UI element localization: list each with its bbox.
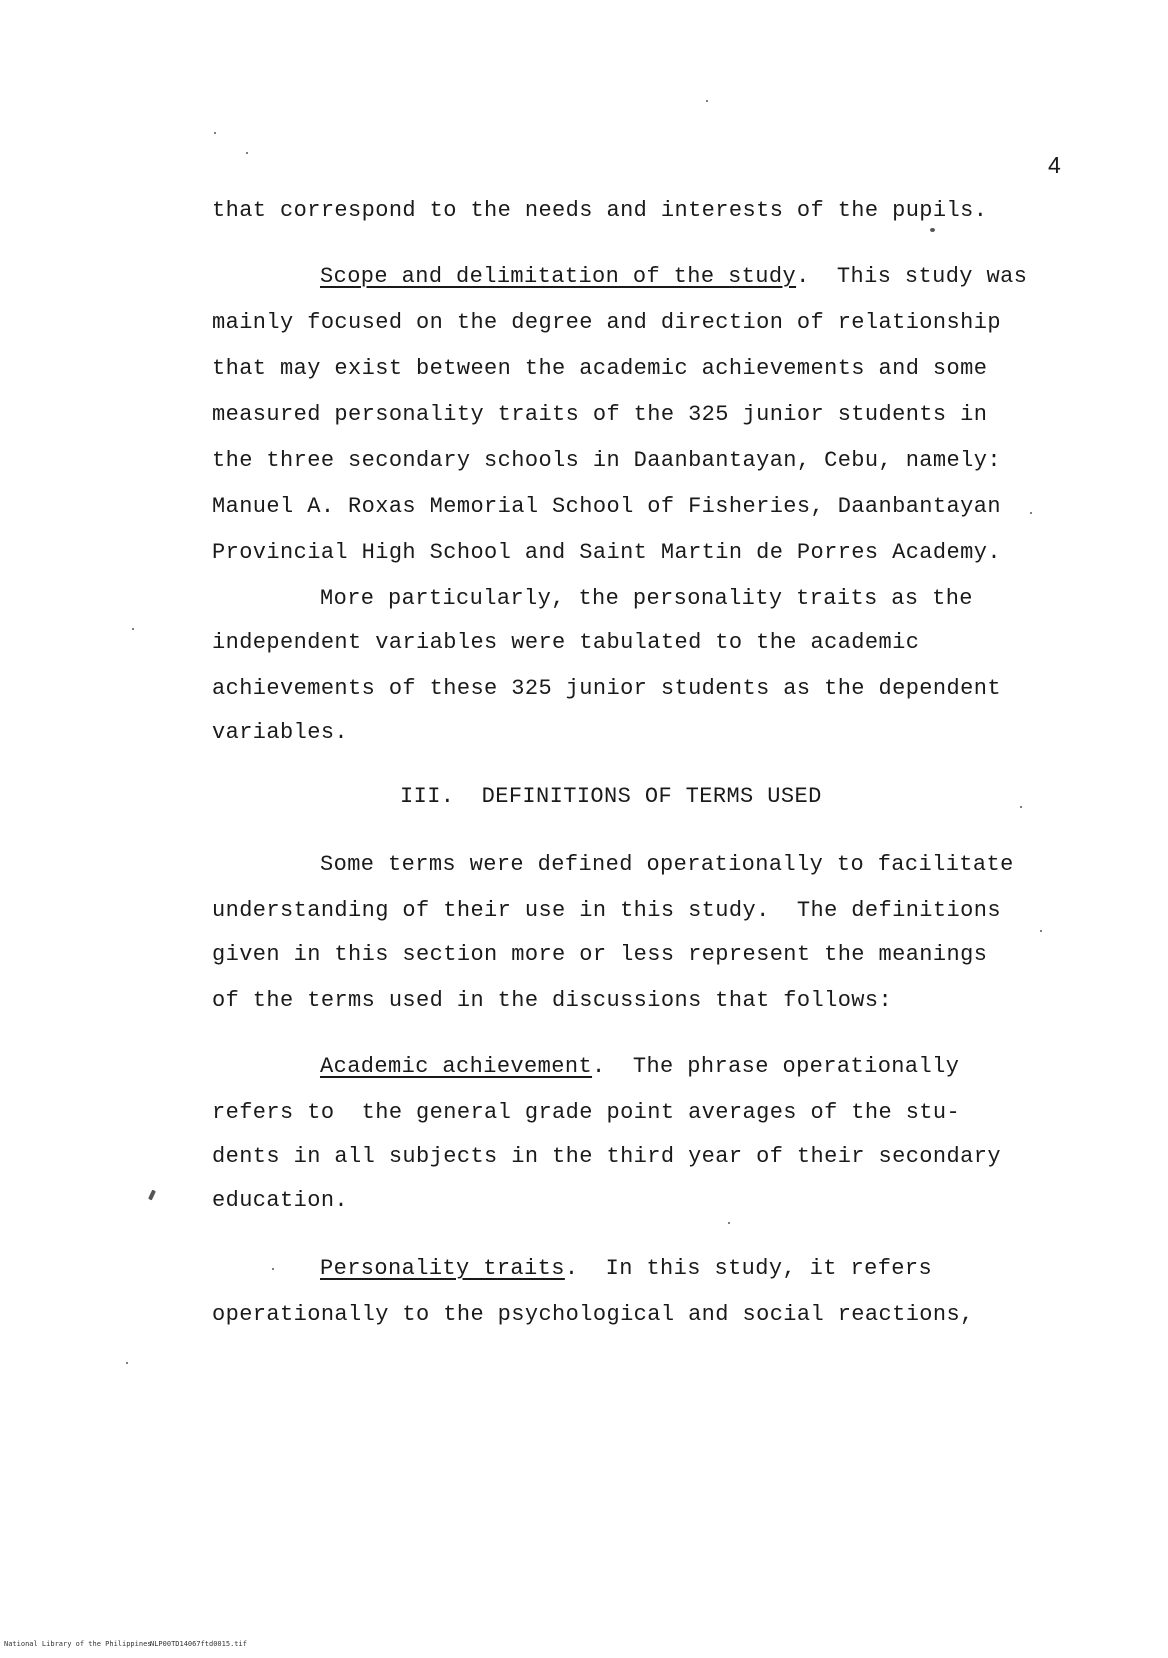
text-line: education. (212, 1188, 349, 1213)
scan-speck (272, 1268, 274, 1270)
text-line: mainly focused on the degree and direction of relationship (212, 310, 1001, 335)
text-line (320, 1054, 959, 1080)
text-line: operationally to the psychological and social reactions, (212, 1302, 974, 1327)
scan-speck (1030, 512, 1032, 514)
text-line: Manuel A. Roxas Memorial School of Fisheries, Daanbantayan (212, 494, 1001, 519)
scan-speck (1020, 806, 1022, 808)
scan-mark (148, 1190, 156, 1201)
scan-speck (930, 228, 935, 232)
scan-speck (132, 628, 134, 630)
text-line: achievements of these 325 junior students as the dependent (212, 676, 1001, 701)
term-academic-achievement: Academic achievement (320, 1054, 593, 1079)
scan-speck (728, 1222, 730, 1224)
text-line: that correspond to the needs and interests of the pupils. (212, 198, 988, 223)
footer-filename: NLP00TD14067ftd0015.tif (150, 1640, 247, 1648)
text-line (320, 264, 1027, 290)
section-heading-scope: Scope and delimitation of the study (320, 264, 797, 289)
text-line: that may exist between the academic achievements and some (212, 356, 988, 381)
scan-speck (706, 100, 708, 102)
text-line (320, 1256, 932, 1282)
text-line: independent variables were tabulated to the academic (212, 630, 920, 655)
text-line: given in this section more or less represent the meanings (212, 942, 988, 967)
footer-source: National Library of the Philippines (4, 1640, 152, 1648)
text-line: More particularly, the personality traits as the (320, 586, 973, 611)
text-fragment: . This study was (796, 264, 1028, 289)
scan-speck (1040, 930, 1042, 932)
text-line: Provincial High School and Saint Martin de Porres Academy. (212, 540, 1001, 565)
text-line: of the terms used in the discussions that follows: (212, 988, 893, 1013)
text-line: the three secondary schools in Daanbantayan, Cebu, namely: (212, 448, 1001, 473)
text-line: dents in all subjects in the third year of their secondary (212, 1144, 1001, 1169)
scan-speck (214, 132, 216, 134)
term-personality-traits: Personality traits (320, 1256, 565, 1281)
text-line: understanding of their use in this study. The definitions (212, 898, 1001, 923)
text-fragment: . In this study, it refers (564, 1256, 933, 1281)
section-heading: III. DEFINITIONS OF TERMS USED (400, 784, 822, 809)
text-fragment: . The phrase operationally (592, 1054, 960, 1079)
scan-speck (126, 1362, 128, 1364)
text-line: variables. (212, 720, 349, 745)
scan-speck (246, 152, 248, 154)
text-line: measured personality traits of the 325 junior students in (212, 402, 988, 427)
text-line: refers to the general grade point averages of the stu- (212, 1100, 961, 1125)
page-number: 4 (1048, 152, 1061, 178)
text-line: Some terms were defined operationally to facilitate (320, 852, 1014, 877)
